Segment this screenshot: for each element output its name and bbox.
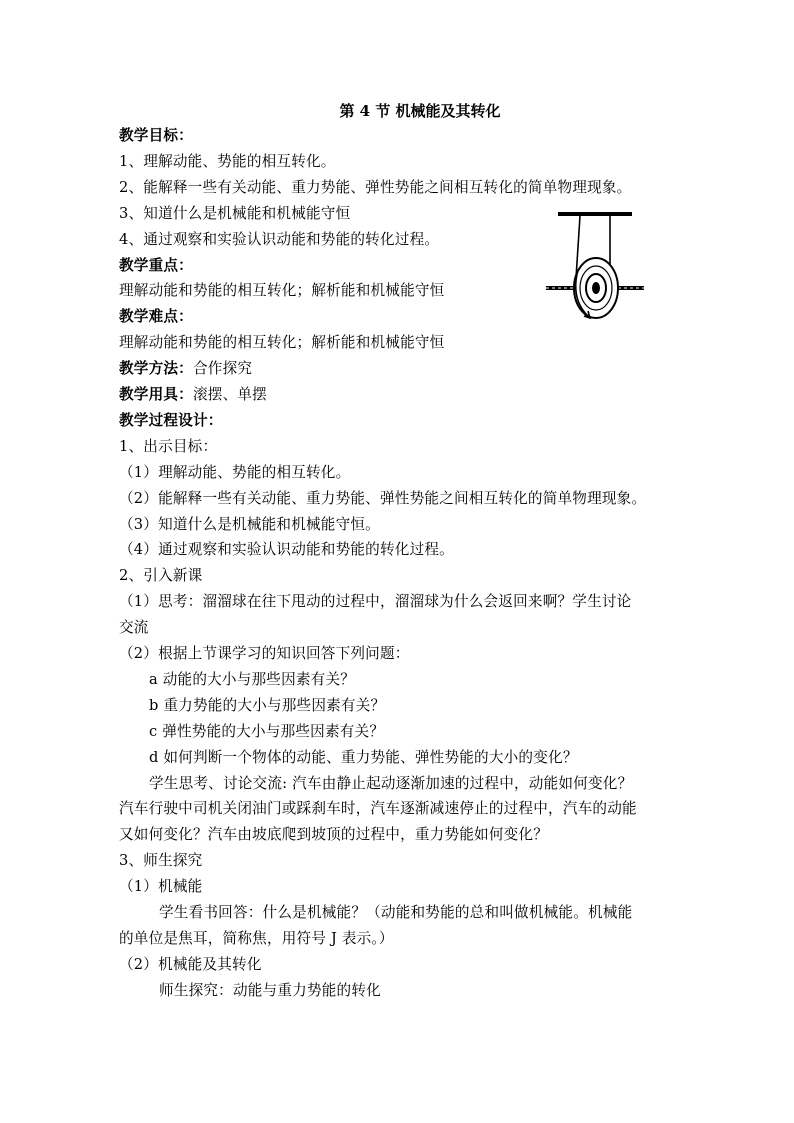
text-line bbox=[119, 382, 267, 408]
text-line bbox=[119, 227, 439, 253]
line-text: 合作探究 bbox=[192, 360, 253, 378]
line-text: （2）根据上节课学习的知识回答下列问题： bbox=[119, 645, 410, 662]
line-text: （3）知道什么是机械能和机械能守恒。 bbox=[119, 515, 380, 533]
text-line bbox=[159, 978, 381, 1004]
line-text: （2）能解释一些有关动能、重力势能、弹性势能之间相互转化的简单物理现象。 bbox=[119, 489, 647, 507]
line-text: 滚摆、单摆 bbox=[192, 386, 267, 403]
line-text: 教学目标： bbox=[119, 127, 193, 144]
text-line bbox=[119, 796, 637, 822]
text-line bbox=[149, 745, 578, 771]
line-text: c 弹性势能的大小与那些因素有关？ bbox=[149, 722, 385, 740]
text-line bbox=[119, 822, 548, 848]
line-text: 又如何变化？汽车由坡底爬到坡顶的过程中，重力势能如何变化？ bbox=[119, 826, 549, 844]
line-text: 的单位是焦耳，简称焦，用符号 J 表示。） bbox=[119, 929, 394, 947]
text-line bbox=[119, 874, 202, 900]
text-line bbox=[119, 175, 631, 201]
text-line bbox=[119, 460, 350, 486]
maxwell-pendulum-icon bbox=[540, 208, 650, 326]
document-title: 第 4 节 机械能及其转化 bbox=[339, 102, 501, 120]
line-text: 4、通过观察和实验认识动能和势能的转化过程。 bbox=[119, 230, 440, 248]
line-text: （2）机械能及其转化 bbox=[119, 955, 262, 973]
text-line bbox=[119, 615, 149, 641]
maxwell-pendulum-figure bbox=[540, 208, 650, 326]
text-line bbox=[119, 952, 262, 978]
line-text: （1）机械能 bbox=[119, 878, 203, 896]
line-text: a 动能的大小与那些因素有关？ bbox=[149, 670, 356, 688]
text-line bbox=[119, 356, 252, 382]
line-text: （1）思考：溜溜球在往下甩动的过程中，溜溜球为什么会返回来啊？学生讨论 bbox=[119, 593, 632, 611]
text-line bbox=[119, 253, 193, 279]
text-line bbox=[119, 589, 631, 615]
line-label: 教学方法： bbox=[119, 360, 193, 378]
text-line bbox=[119, 408, 223, 434]
line-label: 教学用具： bbox=[119, 386, 193, 403]
text-line bbox=[149, 693, 385, 719]
text-line bbox=[119, 926, 394, 952]
line-text: 师生探究：动能与重力势能的转化 bbox=[159, 981, 381, 999]
line-text: （4）通过观察和实验认识动能和势能的转化过程。 bbox=[119, 541, 454, 559]
text-line bbox=[119, 123, 193, 149]
text-line bbox=[119, 201, 350, 227]
line-text: 1、出示目标： bbox=[119, 437, 218, 455]
text-line bbox=[119, 848, 202, 874]
line-text: 2、能解释一些有关动能、重力势能、弹性势能之间相互转化的简单物理现象。 bbox=[119, 178, 632, 196]
line-text: （1）理解动能、势能的相互转化。 bbox=[119, 463, 351, 481]
line-text: 3、师生探究 bbox=[119, 852, 203, 870]
text-line bbox=[119, 278, 444, 304]
text-line bbox=[149, 719, 384, 745]
line-text: 学生思考、讨论交流: 汽车由静止起动逐渐加速的过程中，动能如何变化？ bbox=[149, 774, 633, 792]
line-text: d 如何判断一个物体的动能、重力势能、弹性势能的大小的变化？ bbox=[149, 748, 578, 766]
line-text: 教学重点： bbox=[119, 256, 193, 274]
text-line bbox=[119, 486, 646, 512]
text-line bbox=[159, 900, 632, 926]
line-text: b 重力势能的大小与那些因素有关？ bbox=[149, 696, 386, 714]
text-line bbox=[119, 641, 410, 667]
text-line bbox=[119, 149, 336, 175]
line-text: 汽车行驶中司机关闭油门或踩刹车时，汽车逐渐减速停止的过程中，汽车的动能 bbox=[119, 800, 637, 818]
text-line bbox=[119, 537, 454, 563]
text-line bbox=[149, 771, 632, 797]
text-line bbox=[119, 304, 193, 330]
line-text: 交流 bbox=[119, 619, 149, 637]
line-text: 教学过程设计： bbox=[119, 411, 223, 429]
line-text: 教学难点： bbox=[119, 308, 193, 326]
text-line bbox=[149, 667, 355, 693]
line-text: 2、引入新课 bbox=[119, 567, 203, 585]
line-text: 学生看书回答：什么是机械能？（动能和势能的总和叫做机械能。机械能 bbox=[159, 904, 633, 921]
line-text: 1、理解动能、势能的相互转化。 bbox=[119, 152, 336, 170]
text-line bbox=[119, 434, 217, 460]
line-text: 理解动能和势能的相互转化；解析能和机械能守恒 bbox=[119, 282, 445, 300]
text-line bbox=[119, 512, 380, 538]
line-text: 理解动能和势能的相互转化；解析能和机械能守恒 bbox=[119, 334, 445, 352]
text-line bbox=[119, 563, 202, 589]
line-text: 3、知道什么是机械能和机械能守恒 bbox=[119, 204, 351, 222]
text-line bbox=[119, 330, 444, 356]
